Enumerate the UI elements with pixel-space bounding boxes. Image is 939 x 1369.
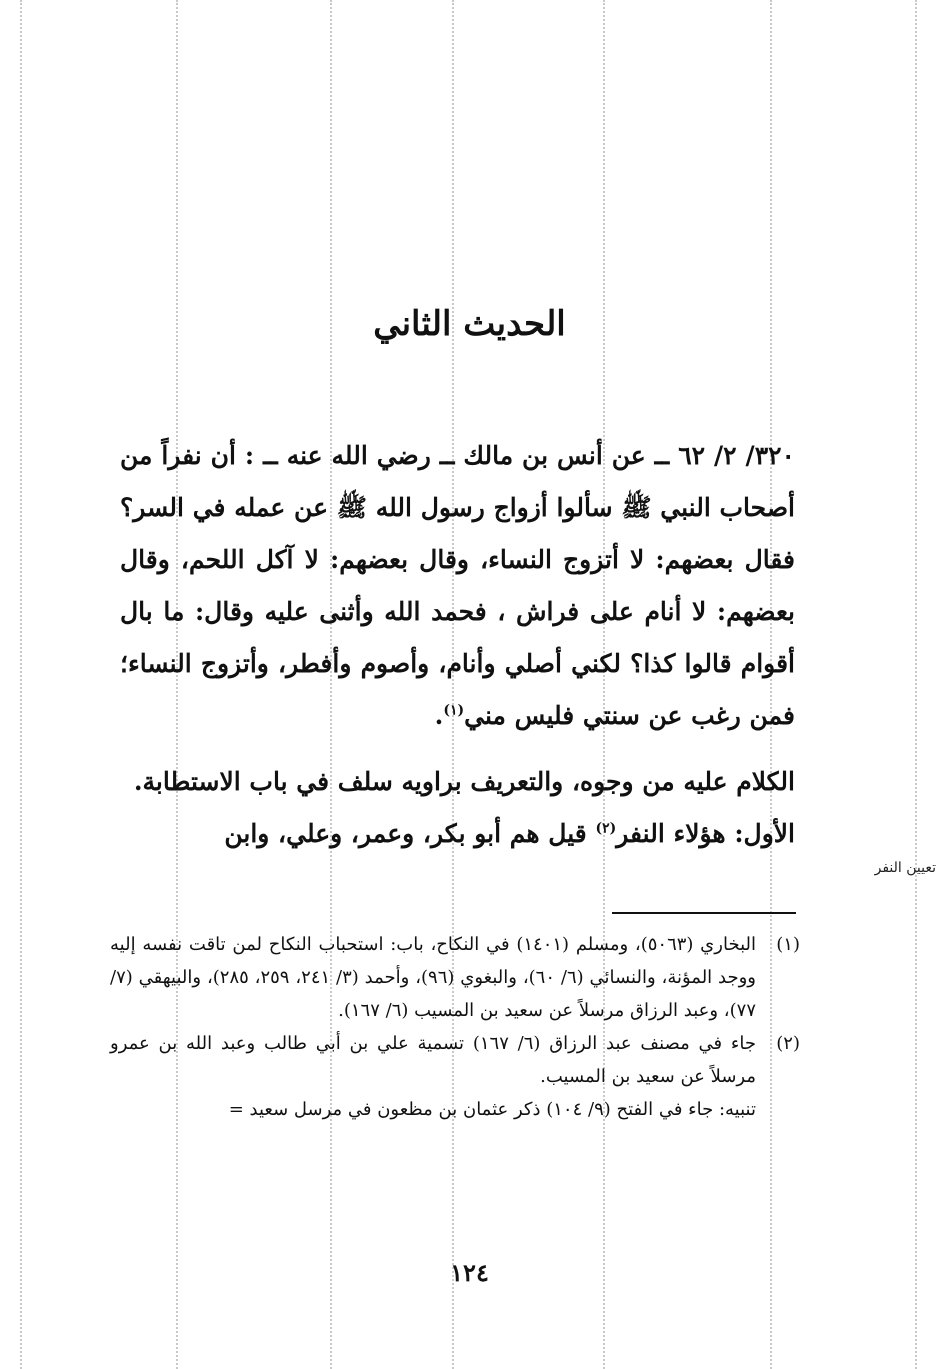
- hadith-end: .: [434, 701, 444, 730]
- dotted-guide: [20, 0, 22, 1369]
- footnote-ref[interactable]: (١): [443, 702, 465, 719]
- point-text-b: قيل هم أبو بكر، وعمر، وعلي، وابن: [224, 819, 587, 848]
- footnote-note: تنبيه: جاء في الفتح (٩/ ١٠٤) ذكر عثمان بن مظعون في مرسل سعيد =: [228, 1099, 756, 1120]
- footnote-ref[interactable]: (٢): [595, 820, 617, 837]
- point-label: الأول:: [734, 819, 795, 848]
- page-title: الحديث الثاني: [373, 304, 566, 344]
- footnote: [110, 1027, 800, 1093]
- footnote-text: البخاري (٥٠٦٣)، ومسلم (١٤٠١) في النكاح، باب: استحباب النكاح لمن تاقت نفسه إليه ووجد المؤنة، والنسائي (٦/ ٦٠)، والبغوي (٩٦)، وأحمد (٣/ ٢٤١، ٢٥٩، ٢٨٥)، والبيهقي (٧/ ٧٧)، وعبد الرزاق مرسلاً عن سعيد بن المسيب (٦/ ١٦٧).: [110, 934, 756, 1021]
- hadith-paragraph: [120, 430, 795, 742]
- main-text: [120, 430, 795, 860]
- footnote-number: (١): [776, 934, 800, 955]
- hadith-text: ــ عن أنس بن مالك ــ رضي الله عنه ــ : أن نفراً من أصحاب النبي ﷺ سألوا أزواج رسول الله ﷺ عن عمله في السر؟ فقال بعضهم: لا أتزوج النساء، وقال بعضهم: لا آكل اللحم، وقال بعضهم: لا أنام على فراش ، فحمد الله وأثنى عليه وقال: ما بال أقوام قالوا كذا؟ لكني أصلي وأنام، وأصوم وأفطر، وأتزوج النساء؛ فمن رغب عن سنتي فليس مني: [120, 441, 795, 730]
- dotted-guide: [915, 0, 917, 1369]
- footnotes: [110, 928, 800, 1126]
- point-text-a: هؤلاء النفر: [616, 819, 726, 848]
- discussion-paragraph: الكلام عليه من وجوه، والتعريف براويه سلف في باب الاستطابة.: [133, 767, 795, 796]
- footnote-number: (٢): [776, 1033, 800, 1054]
- hadith-number: ٣٢٠/ ٢/ ٦٢: [678, 441, 795, 470]
- footnote: [110, 928, 800, 1027]
- footnote-text: جاء في مصنف عبد الرزاق (٦/ ١٦٧) تسمية علي بن أبي طالب وعبد الله بن عمرو مرسلاً عن سعيد بن المسيب.: [110, 1033, 756, 1087]
- footnote-separator: [612, 912, 796, 914]
- margin-note: تعيين النفر: [874, 860, 936, 876]
- page-number: ١٢٤: [450, 1258, 489, 1287]
- point-one-paragraph: [120, 808, 795, 860]
